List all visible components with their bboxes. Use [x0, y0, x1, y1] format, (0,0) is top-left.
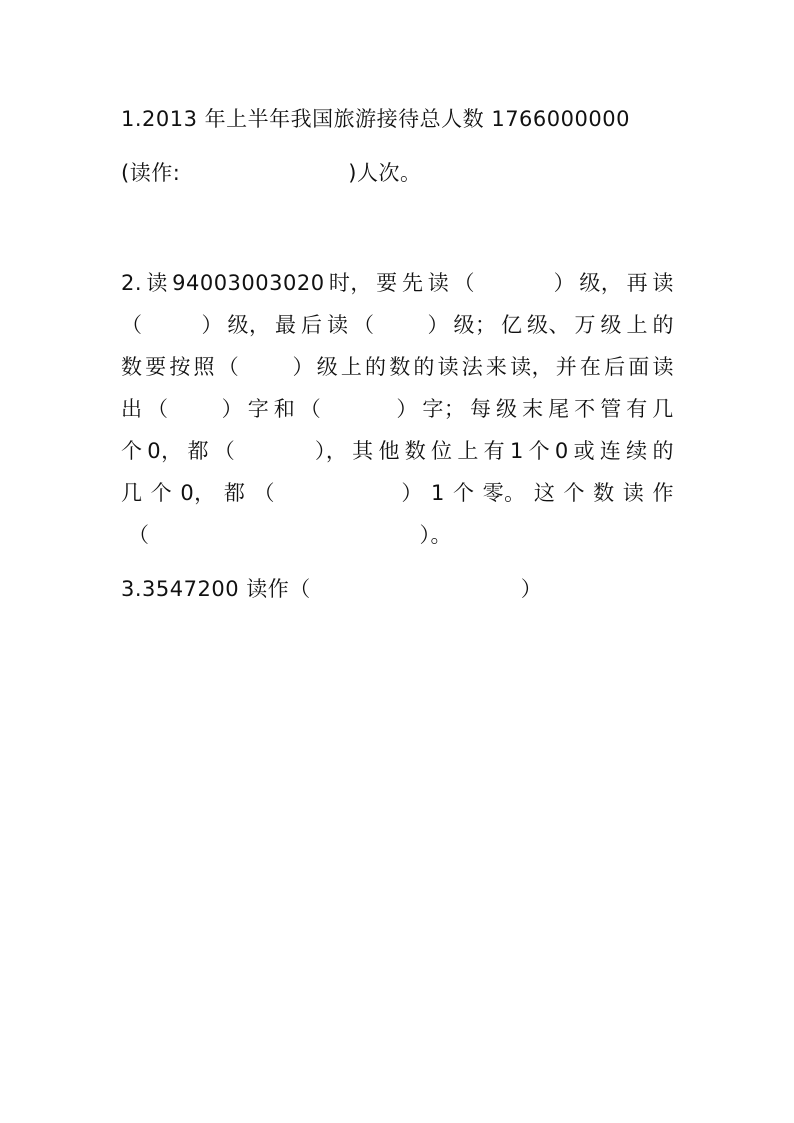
paren-close: ）。 — [419, 523, 452, 547]
text-segment: （ — [121, 313, 143, 337]
question-2-line-3 — [121, 354, 674, 380]
text-segment: 级 — [496, 397, 518, 421]
text-segment: 2. — [121, 271, 143, 295]
question-1-line-2 — [121, 160, 681, 186]
text-segment: 都 — [187, 439, 209, 463]
text-segment: 级、 — [527, 313, 570, 337]
text-segment: ） — [396, 397, 418, 421]
paren-close: ） — [520, 577, 543, 601]
text-segment: （ — [353, 313, 375, 337]
text-segment: 有 — [483, 439, 506, 463]
text-segment: 0 — [554, 439, 569, 463]
text-segment: （ — [253, 481, 275, 505]
answer-blank[interactable] — [479, 270, 549, 296]
text-segment: 有 — [626, 397, 648, 421]
text-segment: 他 — [378, 439, 400, 463]
text-segment: 尾 — [548, 397, 570, 421]
text-segment: ） — [292, 355, 315, 379]
text-segment: 要 — [145, 355, 167, 379]
text-segment: 时， — [328, 271, 372, 295]
text-segment: 数 — [121, 355, 143, 379]
question-3-line — [121, 576, 681, 602]
text-segment: 按 — [169, 355, 191, 379]
text-segment: 读 — [427, 271, 450, 295]
text-segment: 的 — [652, 313, 674, 337]
text-segment: 级， — [579, 271, 623, 295]
text-segment: 的 — [365, 355, 387, 379]
text-segment: 字； — [422, 397, 466, 421]
text-segment: 级 — [600, 313, 622, 337]
text-segment: 几 — [121, 481, 143, 505]
text-segment: 零。 — [482, 481, 526, 505]
text-segment: 其 — [352, 439, 374, 463]
text-segment: 几 — [652, 397, 674, 421]
paren-open: （ — [128, 523, 150, 547]
answer-blank[interactable] — [379, 312, 423, 338]
text-segment: 数 — [593, 481, 615, 505]
answer-blank[interactable] — [242, 354, 290, 380]
text-segment: 级； — [453, 313, 497, 337]
text-segment: ）， — [314, 439, 348, 463]
question-2-line-2 — [121, 312, 674, 338]
answer-blank[interactable] — [240, 438, 310, 464]
text-segment: 读， — [510, 355, 554, 379]
text-segment: 个 — [563, 481, 585, 505]
text-segment: 亿 — [501, 313, 523, 337]
text-segment: ） — [427, 313, 449, 337]
text-segment: 万 — [574, 313, 596, 337]
question-2-line-4 — [121, 396, 674, 422]
question-2-line-7 — [128, 522, 688, 548]
text-segment: 续 — [626, 439, 648, 463]
text-segment: 个 — [150, 481, 173, 505]
text-segment: 读 — [146, 271, 168, 295]
text-segment: （ — [217, 355, 240, 379]
text-segment: 94003003020 — [172, 271, 325, 295]
text-segment: 的 — [413, 355, 435, 379]
text-segment: 作 — [652, 481, 674, 505]
text-segment: 的 — [652, 439, 674, 463]
text-segment: 个 — [528, 439, 551, 463]
text-segment: 再 — [626, 271, 649, 295]
answer-blank[interactable] — [147, 312, 197, 338]
text-segment: 照 — [193, 355, 216, 379]
text-segment: 上 — [340, 355, 363, 379]
text-segment: 每 — [469, 397, 492, 421]
question-3-text: 3.3547200 读作（ — [121, 577, 311, 601]
text-segment: 管 — [600, 397, 622, 421]
text-segment: 不 — [574, 397, 596, 421]
question-2-line-5 — [121, 438, 674, 464]
text-segment: 和 — [273, 397, 296, 421]
text-segment: ） — [553, 271, 576, 295]
answer-blank[interactable] — [283, 480, 393, 506]
text-segment: 都 — [223, 481, 246, 505]
question-1-text: 1.2013 年上半年我国旅游接待总人数 1766000000 — [121, 107, 630, 131]
paren-open: (读作: — [121, 161, 181, 185]
text-segment: 个 — [121, 439, 143, 463]
text-segment: 0， — [147, 439, 183, 463]
text-segment: ） — [201, 313, 223, 337]
text-segment: 级 — [316, 355, 339, 379]
text-segment: 数 — [389, 355, 411, 379]
text-segment: （ — [147, 397, 169, 421]
text-segment: 最 — [275, 313, 297, 337]
text-segment: 后 — [604, 355, 626, 379]
text-segment: 在 — [579, 355, 602, 379]
text-segment: 读 — [327, 313, 349, 337]
text-segment: 1 — [430, 481, 445, 505]
text-segment: （ — [453, 271, 475, 295]
text-segment: 或 — [573, 439, 596, 463]
question-2-line-6 — [121, 480, 674, 506]
text-segment: 这 — [533, 481, 556, 505]
text-segment: 出 — [121, 397, 143, 421]
text-segment: 级， — [227, 313, 271, 337]
text-segment: 法 — [461, 355, 484, 379]
text-segment: 位 — [431, 439, 453, 463]
text-segment: 读 — [652, 271, 674, 295]
text-segment: 数 — [404, 439, 427, 463]
text-segment: ） — [401, 481, 423, 505]
text-segment: （ — [299, 397, 322, 421]
text-segment: 连 — [599, 439, 622, 463]
text-segment: 上 — [626, 313, 648, 337]
text-segment: 上 — [457, 439, 479, 463]
text-segment: ） — [221, 397, 244, 421]
text-segment: 来 — [485, 355, 508, 379]
question-1-line-1 — [121, 106, 681, 132]
question-2-line-1 — [121, 270, 674, 296]
text-segment: 并 — [555, 355, 578, 379]
text-segment: 面 — [628, 355, 650, 379]
answer-blank[interactable] — [326, 396, 392, 422]
text-segment: 先 — [401, 271, 424, 295]
text-segment: （ — [213, 439, 236, 463]
text-segment: 读 — [437, 355, 460, 379]
text-segment: 后 — [301, 313, 323, 337]
text-segment: 0， — [180, 481, 216, 505]
text-segment: 末 — [522, 397, 544, 421]
text-segment: 读 — [652, 355, 674, 379]
text-segment: 个 — [453, 481, 475, 505]
answer-blank[interactable] — [173, 396, 217, 422]
text-segment: 字 — [247, 397, 270, 421]
paren-close: )人次。 — [348, 161, 422, 185]
text-segment: 要 — [376, 271, 398, 295]
text-segment: 读 — [622, 481, 645, 505]
text-segment: 1 — [509, 439, 524, 463]
